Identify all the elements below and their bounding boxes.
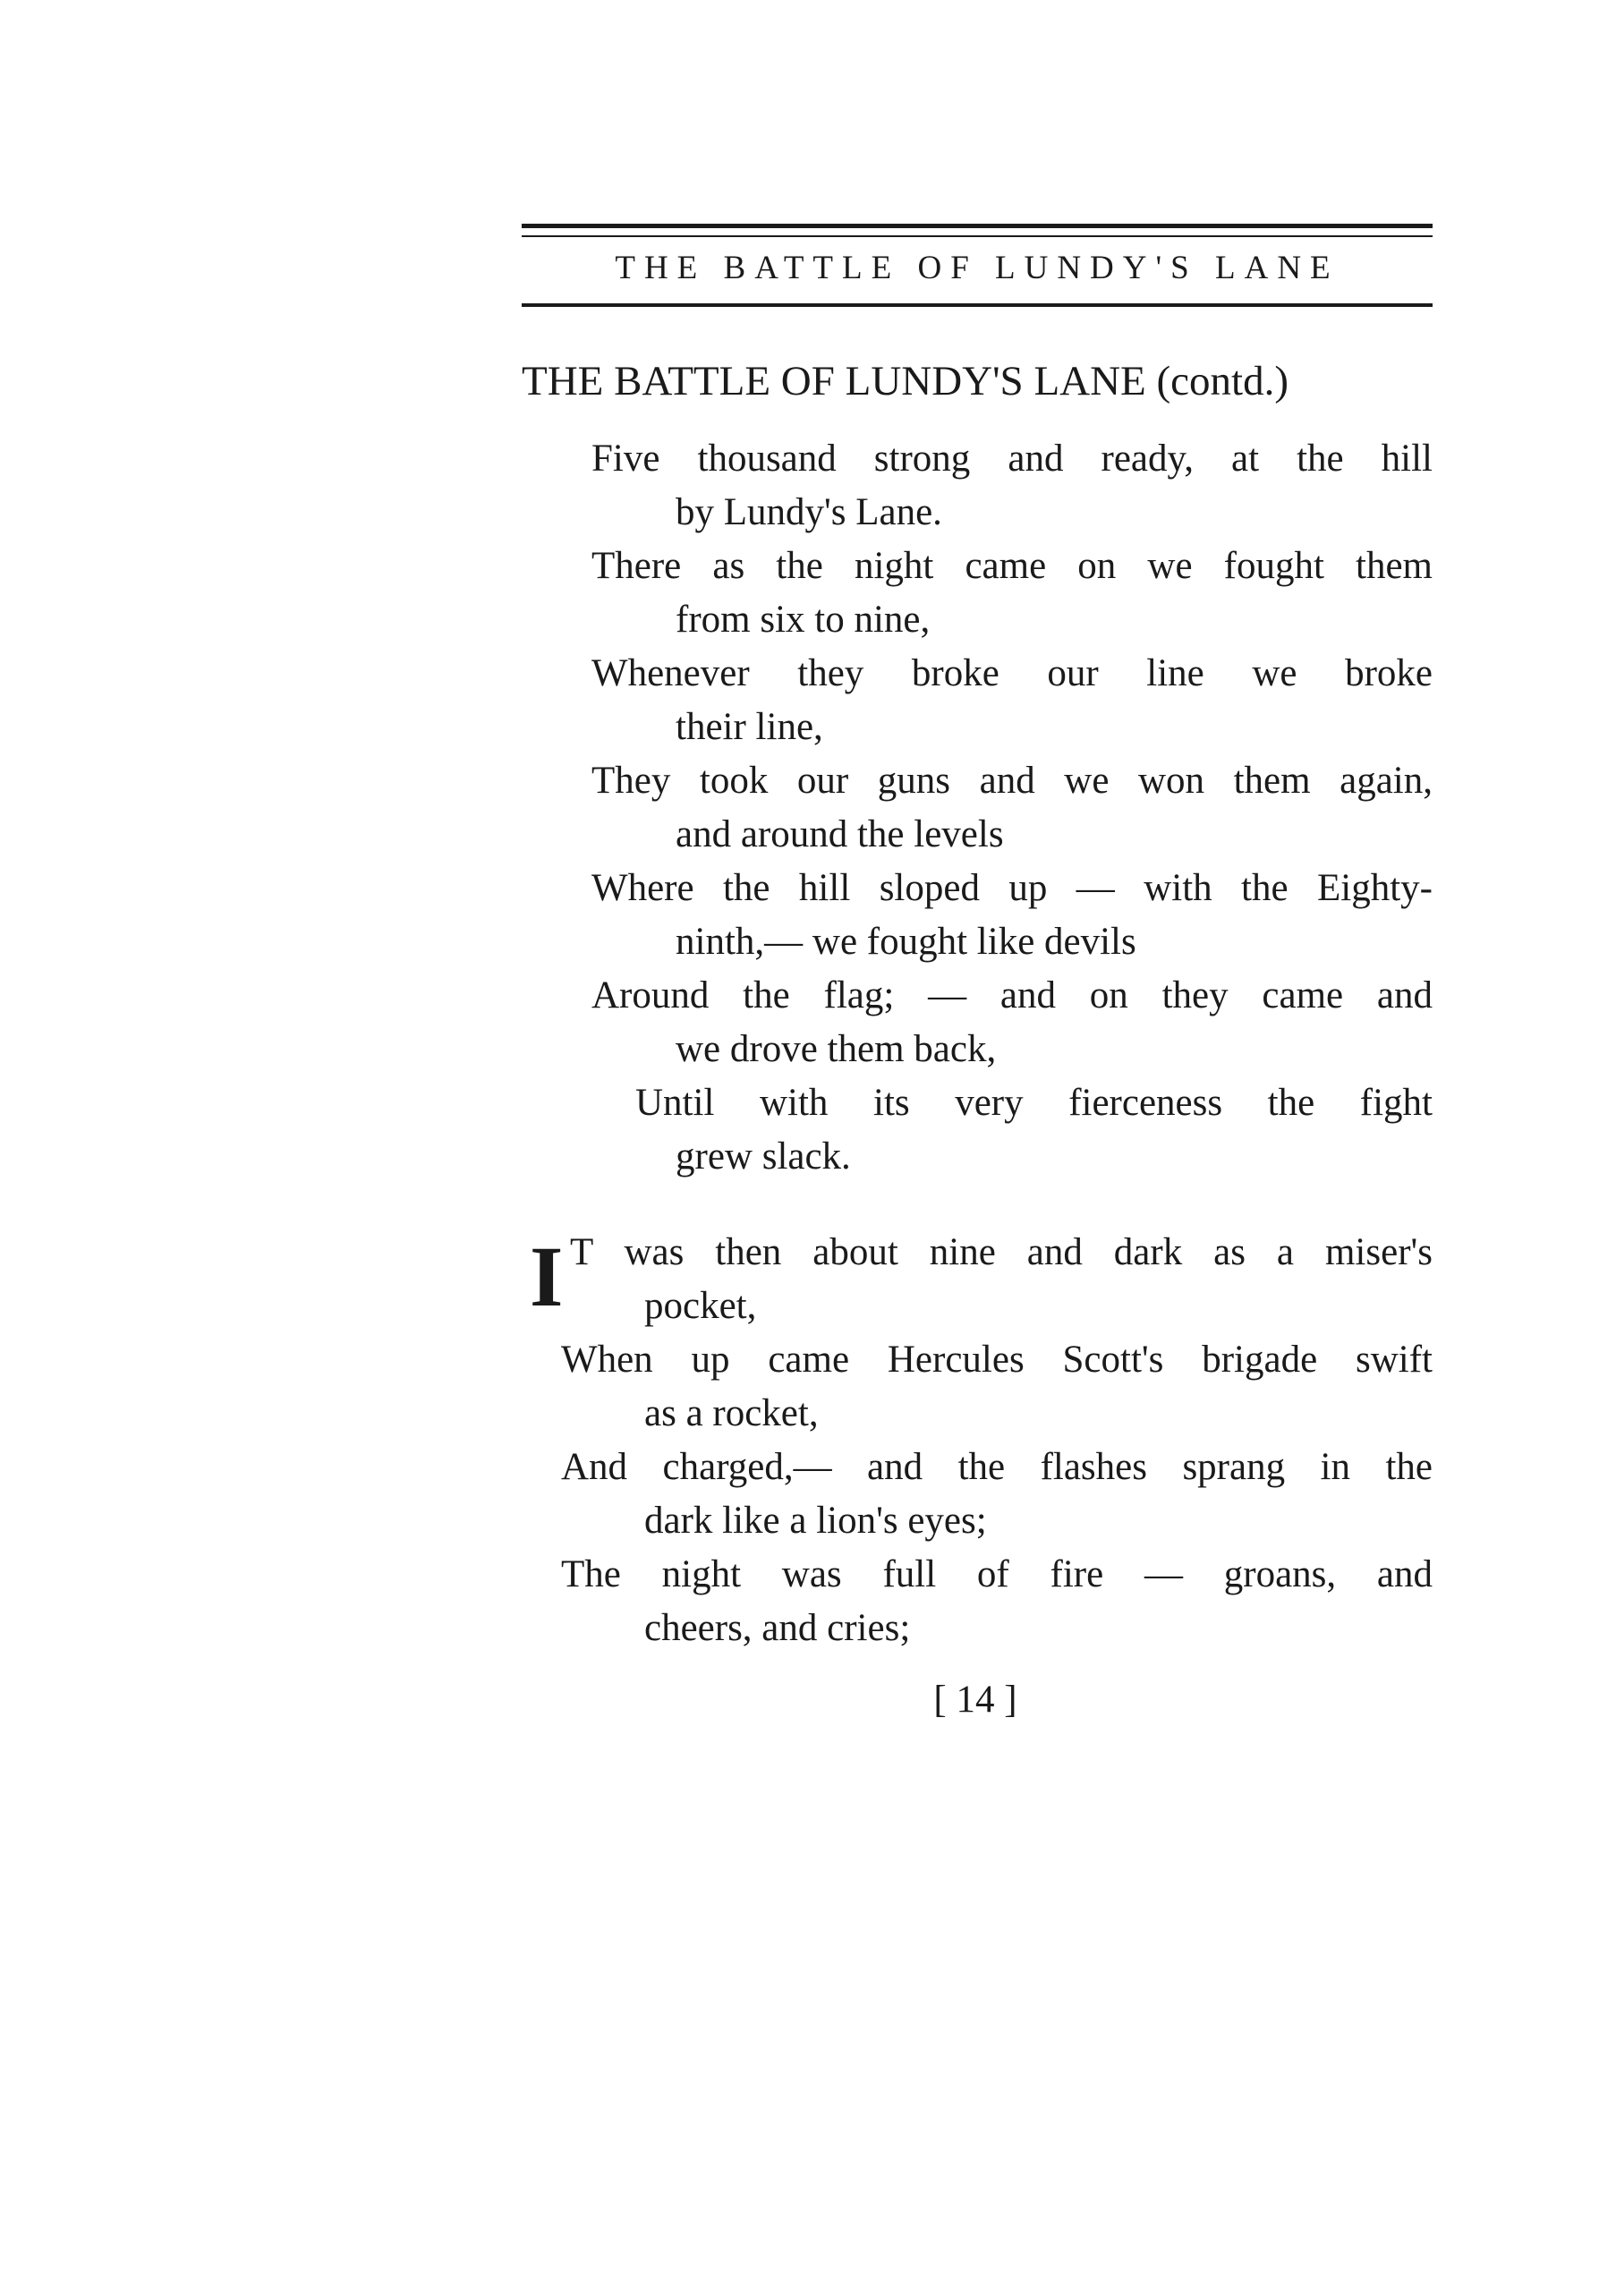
poem-line: And charged,— and the flashes sprang in the	[561, 1446, 1433, 1488]
poem-line: When up came Hercules Scott's brigade swift	[561, 1339, 1433, 1381]
poem-line: as a rocket,	[644, 1392, 819, 1434]
poem-line: from six to nine,	[676, 599, 931, 641]
header-rule-bottom	[522, 303, 1433, 307]
page-number: [ 14 ]	[933, 1679, 1017, 1721]
section-title: THE BATTLE OF LUNDY'S LANE (contd.)	[522, 358, 1289, 404]
poem-line: pocket,	[644, 1285, 757, 1327]
poem-line: dark like a lion's eyes;	[644, 1500, 987, 1542]
header-rule-top-thin	[522, 235, 1433, 237]
poem-line: grew slack.	[676, 1135, 851, 1178]
poem-line: ninth,— we fought like devils	[676, 921, 1136, 963]
poem-line: T was then about nine and dark as a miser's	[570, 1231, 1433, 1273]
drop-cap: I	[530, 1229, 564, 1324]
poem-line: Around the flag; — and on they came and	[591, 974, 1433, 1016]
header-rule-top	[522, 224, 1433, 228]
poem-line: The night was full of fire — groans, and	[561, 1553, 1433, 1595]
poem-line: Until with its very fierceness the fight	[635, 1082, 1433, 1124]
poem-line: cheers, and cries;	[644, 1607, 911, 1649]
poem-line: Where the hill sloped up — with the Eighty-	[591, 867, 1433, 909]
running-head: THE BATTLE OF LUNDY'S LANE	[615, 250, 1340, 286]
poem-line: and around the levels	[676, 813, 1004, 855]
poem-line: Whenever they broke our line we broke	[591, 652, 1433, 694]
poem-line: They took our guns and we won them again,	[591, 760, 1433, 802]
poem-line: their line,	[676, 706, 823, 748]
poem-line: There as the night came on we fought them	[591, 545, 1433, 587]
poem-line: Five thousand strong and ready, at the hill	[591, 438, 1433, 480]
poem-line: we drove them back,	[676, 1028, 997, 1070]
poem-line: by Lundy's Lane.	[676, 491, 942, 533]
